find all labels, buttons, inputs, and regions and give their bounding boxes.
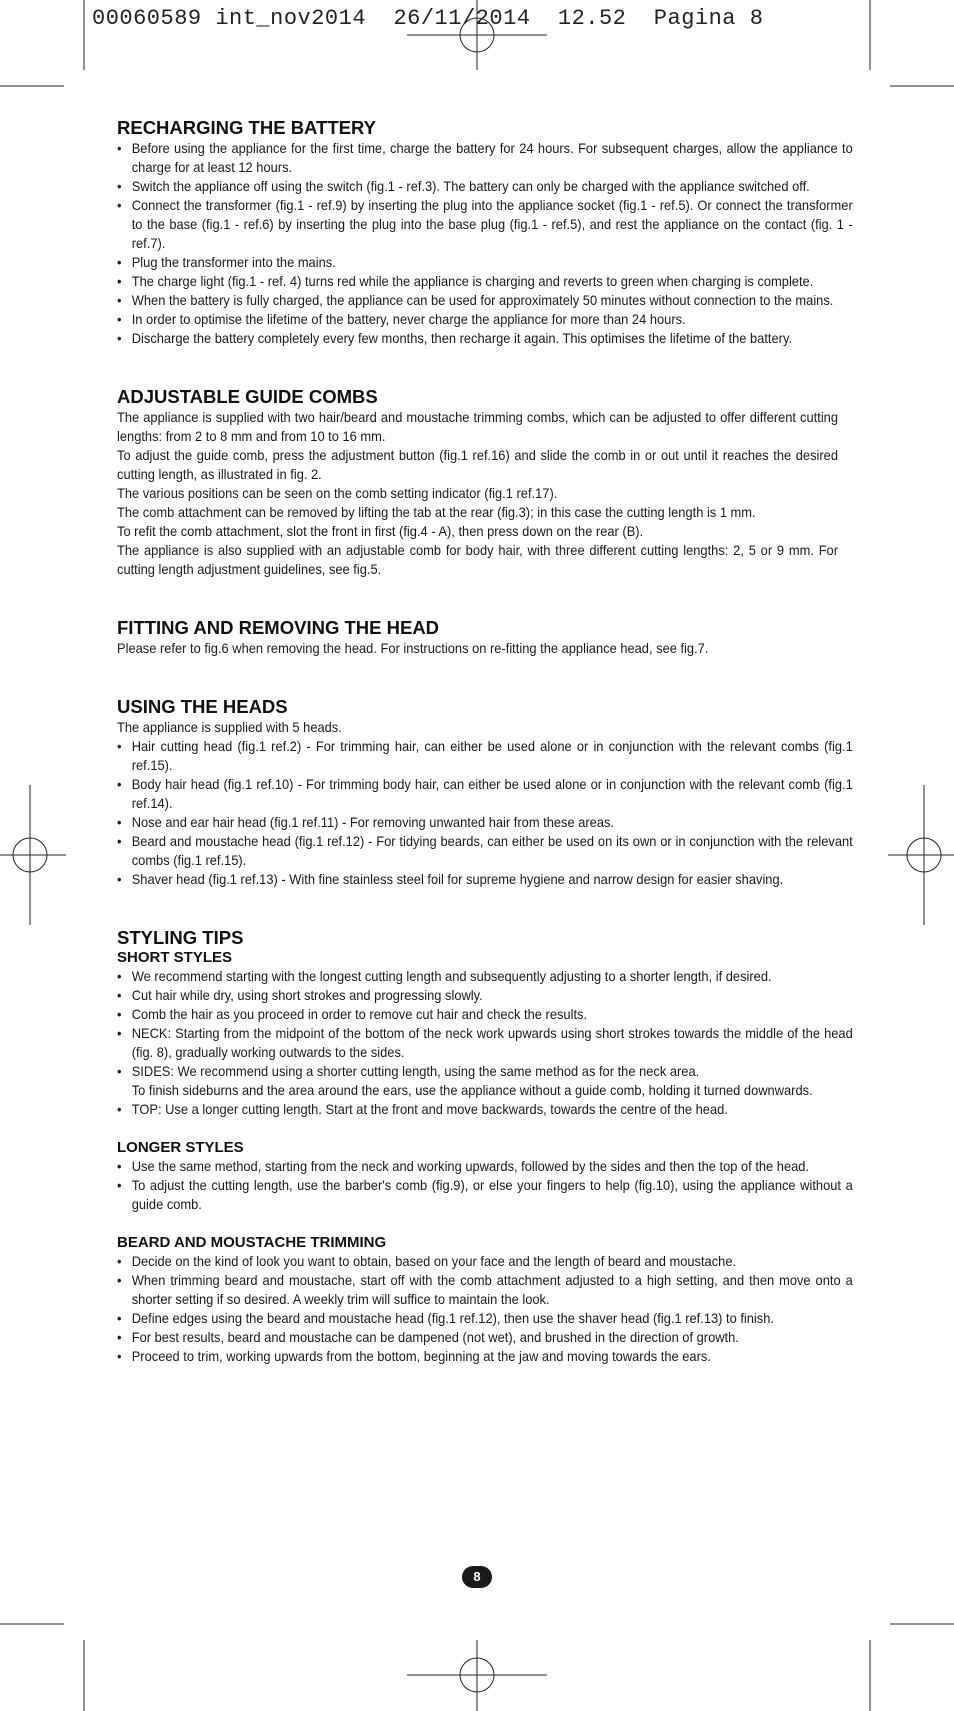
paragraph: The appliance is supplied with two hair/beard and moustache trimming combs, which can be adjusted to offer different cutting lengths: from 2 to 8 mm and from 10 to 16 mm. [117,409,839,444]
section-styling-tips [117,927,853,1366]
paragraph: The comb attachment can be removed by lifting the tab at the rear (fig.3); in this case the cutting length is 1 mm. [117,504,756,520]
list-item: • Define edges using the beard and moustache head (fig.1 ref.12), then use the shaver head (fig.1 ref.13) to finish. [117,1309,853,1328]
section-recharging [117,117,853,348]
list-item: • When the battery is fully charged, the appliance can be used for approximately 50 minutes without connection to the mains. [117,291,853,310]
list-item: • We recommend starting with the longest cutting length and subsequently adjusting to a shorter length, if desired. [117,967,853,986]
list-item: • Comb the hair as you proceed in order to remove cut hair and check the results. [117,1005,853,1024]
section-title: USING THE HEADS [117,696,288,717]
list-item: • TOP: Use a longer cutting length. Start at the front and move backwards, towards the centre of the head. [117,1100,853,1119]
list-item: • Beard and moustache head (fig.1 ref.12) - For tidying beards, can either be used on its own or in conjunction with the relevant combs (fig.1 ref.15). [117,832,853,870]
subsection-title: LONGER STYLES [117,1139,244,1156]
paragraph: To refit the comb attachment, slot the front in first (fig.4 - A), then press down on the rear (B). [117,523,644,539]
list-item: • Cut hair while dry, using short strokes and progressing slowly. [117,986,853,1005]
bullet-list [117,1252,853,1366]
page-number-badge: 8 [462,1566,492,1588]
section-using-heads [117,696,853,889]
list-item: • Hair cutting head (fig.1 ref.2) - For trimming hair, can either be used alone or in conjunction with the relevant combs (fig.1 ref.15). [117,737,853,775]
list-item: • Shaver head (fig.1 ref.13) - With fine stainless steel foil for supreme hygiene and narrow design for easier shaving. [117,870,853,889]
list-item: • When trimming beard and moustache, start off with the comb attachment adjusted to a high setting, and then move onto a shorter setting if so desired. A weekly trim will suffice to maintain the look. [117,1271,853,1309]
subsection-title: BEARD AND MOUSTACHE TRIMMING [117,1234,387,1251]
list-item: • Switch the appliance off using the switch (fig.1 - ref.3). The battery can only be charged with the appliance switched off. [117,177,853,196]
list-item: • Nose and ear hair head (fig.1 ref.11) - For removing unwanted hair from these areas. [117,813,853,832]
section-title: ADJUSTABLE GUIDE COMBS [117,386,378,407]
paragraph: To adjust the guide comb, press the adjustment button (fig.1 ref.16) and slide the comb in or out until it reaches the desired cutting length, as illustrated in fig. 2. [117,447,839,482]
bullet-list [117,1157,853,1214]
section-title: STYLING TIPS [117,927,244,948]
paragraph: The appliance is supplied with 5 heads. [117,719,342,735]
list-item: • The charge light (fig.1 - ref. 4) turns red while the appliance is charging and reverts to green when charging is complete. [117,272,853,291]
list-item: • Decide on the kind of look you want to obtain, based on your face and the length of beard and moustache. [117,1252,853,1271]
print-slug: 00060589 int_nov2014 26/11/2014 12.52 Pagina 8 [92,6,764,31]
list-item: • Before using the appliance for the first time, charge the battery for 24 hours. For subsequent charges, allow the appliance to charge for at least 12 hours. [117,139,853,177]
section-guide-combs [117,386,838,579]
list-item: • Proceed to trim, working upwards from the bottom, beginning at the jaw and moving towards the ears. [117,1347,853,1366]
list-item: • NECK: Starting from the midpoint of the bottom of the neck work upwards using short strokes towards the middle of the head (fig. 8), gradually working outwards to the sides. [117,1024,853,1062]
sides-note: To finish sideburns and the area around the ears, use the appliance without a guide comb, holding it turned downwards. [131,1082,813,1098]
section-fitting-head [117,617,838,658]
list-item: • Body hair head (fig.1 ref.10) - For trimming body hair, can either be used alone or in conjunction with the relevant comb (fig.1 ref.14). [117,775,853,813]
section-title: RECHARGING THE BATTERY [117,117,376,138]
page-content [117,117,853,1366]
paragraph: The various positions can be seen on the comb setting indicator (fig.1 ref.17). [117,485,558,501]
list-item: • SIDES: We recommend using a shorter cutting length, using the same method as for the neck area. [117,1062,853,1081]
subsection-title: SHORT STYLES [117,949,233,966]
list-item: • Connect the transformer (fig.1 - ref.9) by inserting the plug into the appliance socket (fig.1 - ref.5). Or connect the transformer to the base (fig.1 - ref.6) by inserting the plug into the base plug (fig.1 - ref.5), and rest the appliance on the contact (fig. 1 - ref.7). [117,196,853,253]
bullet-list [117,967,853,1081]
bullet-list [117,139,853,348]
paragraph: Please refer to fig.6 when removing the head. For instructions on re-fitting the appliance head, see fig.7. [117,640,709,656]
paragraph: The appliance is also supplied with an adjustable comb for body hair, with three different cutting lengths: 2, 5 or 9 mm. For cutting length adjustment guidelines, see fig.5. [117,542,839,577]
list-item: • Use the same method, starting from the neck and working upwards, followed by the sides and then the top of the head. [117,1157,853,1176]
bullet-list [117,1100,838,1119]
bullet-list [117,737,853,889]
list-item: • Discharge the battery completely every few months, then recharge it again. This optimises the lifetime of the battery. [117,329,853,348]
list-item: • In order to optimise the lifetime of the battery, never charge the appliance for more than 24 hours. [117,310,853,329]
list-item: • For best results, beard and moustache can be dampened (not wet), and brushed in the direction of growth. [117,1328,853,1347]
section-title: FITTING AND REMOVING THE HEAD [117,617,440,638]
list-item: • To adjust the cutting length, use the barber's comb (fig.9), or else your fingers to help (fig.10), using the appliance without a guide comb. [117,1176,853,1214]
list-item: • Plug the transformer into the mains. [117,253,853,272]
